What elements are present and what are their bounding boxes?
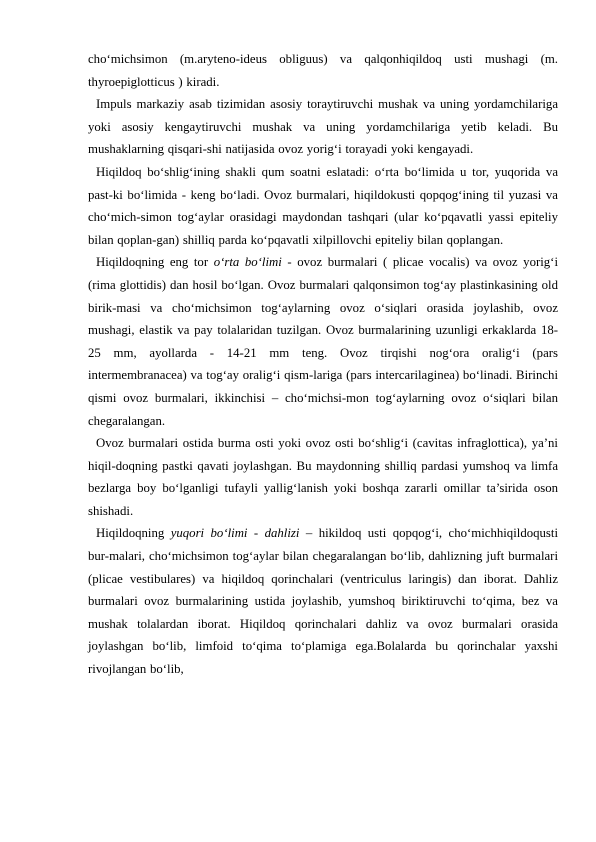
italic-term: o‘rta bo‘limi — [213, 255, 282, 270]
paragraph-text: Hiqildoqning — [96, 526, 171, 541]
paragraph-4 — [88, 251, 558, 432]
paragraph-text: - ovoz burmalari ( plicae vocalis) va ovoz yorig‘i (rima glottidis) dan hosil bo‘lgan. Ovoz burmalari qalqonsimon tog‘ay plastinkasining old birik-masi va cho‘michsimon tog‘aylarning ovoz o‘siqlari orasida joylashib, ovoz mushagi, elastik va pay tolalaridan tuzilgan. Ovoz burmalarining uzunligi erkaklarda 18-25 mm, ayollarda - 14-21 mm teng. Ovoz tirqishi nog‘ora oralig‘i (pars intermembranacea) va tog‘ay oralig‘i qism-lariga (pars intercarilaginea) bo‘linadi. Birinchi qismi ovoz burmalari, ikkinchisi – cho‘michsi-mon tog‘aylarning ovoz o‘siqlari bilan chegaralangan. — [88, 255, 559, 428]
paragraph-text: Ovoz burmalari ostida burma osti yoki ovoz osti bo‘shlig‘i (cavitas infraglottica), ya’ni hiqil-doqning pastki qavati joylashgan. Bu maydonning shilliq pardasi yumshoq va limfa bezlarga boy bo‘lganligi tufayli yallig‘lanish yoki boshqa zararli omillar ta’sirida oson shishadi. — [88, 436, 558, 518]
paragraph-text: Hiqildoq bo‘shlig‘ining shakli qum soatni eslatadi: o‘rta bo‘limida u tor, yuqorida va past-ki bo‘limida - keng bo‘ladi. Ovoz burmalari, hiqildokusti qopqog‘ining til yuzasi va cho‘mich-simon tog‘aylar orasidagi maydondan tashqari (ular ko‘pqavatli yassi epiteliy bilan qoplan-gan) shilliq parda ko‘pqavatli xilpillovchi epiteliy bilan qoplangan. — [88, 164, 558, 247]
paragraph-text: Hiqildoqning eng tor — [96, 255, 214, 270]
document-page — [88, 48, 558, 681]
paragraph-text: Impuls markaziy asab tizimidan asosiy toraytiruvchi mushak va uning yordamchilariga yoki asosiy kengaytiruvchi mushak va uning yordamchilariga yetib keladi. Bu mushaklarning qisqari-shi natijasida ovoz yorig‘i torayadi yoki kengayadi. — [88, 97, 558, 157]
paragraph-text: – hikildoq usti qopqog‘i, cho‘michhiqildoqusti bur-malari, cho‘michsimon tog‘aylar bilan chegaralangan bo‘lib, dahlizning juft burmalari (plicae vestibulares) va hiqildoq qorinchalari (ventriculus laringis) dan iborat. Dahliz burmalari ovoz burmalarining ustida joylashib, yumshoq biriktiruvchi to‘qima, bez va mushak tolalardan iborat. Hiqildoq qorinchalari dahliz va ovoz burmalari orasida joylashgan bo‘lib, limfoid to‘qima to‘plamiga ega.Bolalarda bu qorinchalar yaxshi rivojlangan bo‘lib, — [88, 526, 559, 677]
paragraph-2 — [88, 93, 558, 161]
italic-term: yuqori bo‘limi - dahlizi — [170, 526, 300, 541]
paragraph-1 — [88, 48, 558, 93]
paragraph-5 — [88, 432, 558, 522]
paragraph-3 — [88, 161, 558, 251]
paragraph-text: cho‘michsimon (m.aryteno-ideus obliguus) va qalqonhiqildoq usti mushagi (m. thyroepiglotticus ) kiradi. — [88, 52, 558, 89]
paragraph-6 — [88, 522, 558, 680]
